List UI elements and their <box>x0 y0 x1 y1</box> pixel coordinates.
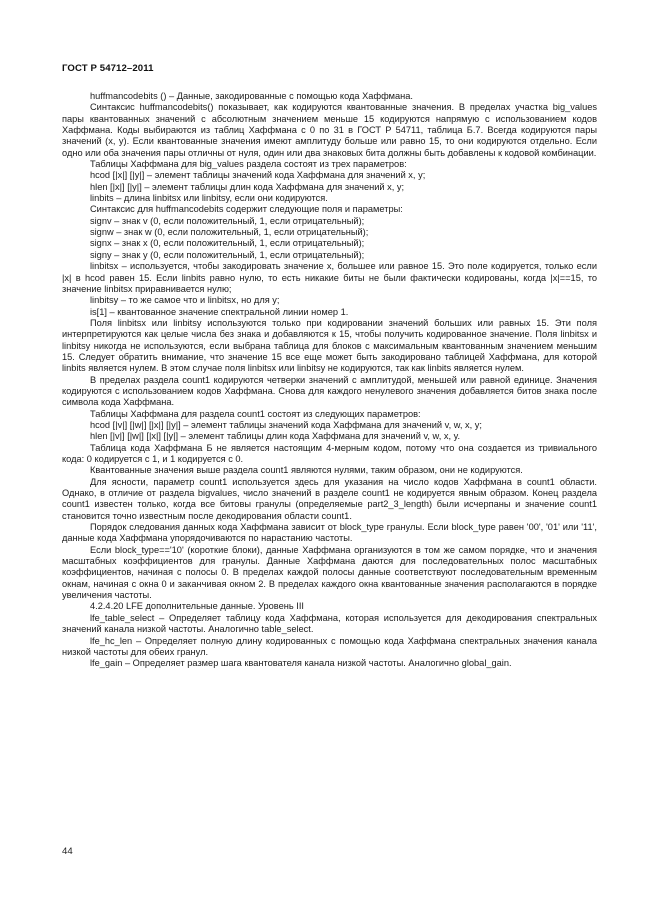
definition-hlen-vwxy: hlen [|v|] [|w|] [|x|] [|y|] – элемент таблицы длин кода Хаффмана для значений v, w, x, y. <box>90 431 461 442</box>
definition-signx: signx – знак x (0, если положительный, 1, если отрицательный); <box>90 238 365 249</box>
paragraph-huffmancodebits-definition: huffmancodebits () – Данные, закодированные с помощью кода Хаффмана. <box>90 91 414 101</box>
document-body <box>62 91 597 670</box>
definition-linbits: linbits – длина linbitsx или linbitsy, если они кодируются. <box>90 193 328 204</box>
paragraph-count1-parameter: Для ясности, параметр count1 используется здесь для указания на число кодов Хаффмана в count1 области. Однако, в отличие от раздела bigvalues, число значений в разделе count1 не кодируется явным образом. Конец раздела count1 известен только, когда все битовы гранулы (определяемые part2_3_length) были исчерпаны и значение count1 становится точно известным после декодирования области count1. <box>62 476 597 521</box>
document-header: ГОСТ Р 54712–2011 <box>62 63 154 74</box>
paragraph-count1-section: В пределах раздела count1 кодируются четверки значений с амплитудой, меньшей или равной единице. Значения кодируются с использованием кодов Хаффмана. Снова для каждого ненулевого значения добавляется битов знака после символа кода Хаффмана. <box>62 374 597 408</box>
paragraph-block-type-order: Порядок следования данных кода Хаффмана зависит от block_type гранулы. Если block_type равен '00', '01' или '11', данные кода Хаффмана упорядочиваются по нарастанию частоты. <box>62 522 597 544</box>
definition-hlen-xy: hlen [|x|] [|y|] – элемент таблицы длин кода Хаффмана для значений x, y; <box>90 181 405 192</box>
definition-lfe-gain: lfe_gain – Определяет размер шага квантователя канала низкой частоты. Аналогично global_gain. <box>90 658 512 669</box>
definition-lfe-hc-len: lfe_hc_len – Определяет полную длину кодированных с помощью кода Хаффмана спектральных значения канала низкой частоты для обеих гранул. <box>62 635 597 657</box>
definition-lfe-table-select: lfe_table_select – Определяет таблицу кода Хаффмана, которая используется для декодирования спектральных значений канала низкой частоты. Аналогично table_select. <box>62 612 597 635</box>
definition-linbitsy: linbitsy – то же самое что и linbitsx, но для y; <box>90 295 280 306</box>
page-number: 44 <box>62 846 73 857</box>
paragraph-linbits-usage: Поля linbitsx или linbitsy используются только при кодировании значений больших или равных 15. Эти поля интерпретируются как целые числа без знака и добавляются к 15, чтобы получить кодированное значение. Поля linbitsx и linbitsy никогда не используются, если выбрана таблица для блоков с максимальным квантованным значением меньшим 15. Следует обратить внимание, что значение 15 все еще может быть закодировано таблицей Хаффмана, для которой linbits является нулем. В этом случае поля linbitsx или linbitsy не кодируются, так как linbits является нулем. <box>62 317 597 374</box>
definition-signy: signy – знак y (0, если положительный, 1, если отрицательный); <box>90 249 365 260</box>
paragraph-count1-tables: Таблицы Хаффмана для раздела count1 состоят из следующих параметров: <box>90 408 421 419</box>
paragraph-huffmancodebits-syntax: Синтаксис huffmancodebits() показывает, как кодируются квантованные значения. В пределах участка big_values пары квантованных значений с абсолютным значением меньше 15 кодируются напрямую с использованием кодов Хаффмана. Коды выбираются из таблиц Хаффмана с 0 по 31 в ГОСТ Р 54711, таблица Б.7. Всегда кодируются пары значений (x, y). Если квантованные значения имеют амплитуду больше или равно 15, то они кодируются отдельно. Если одно или оба значения пары отличны от нуля, один или два знаковых бита должны быть добавлены к кодовой комбинации. <box>62 102 597 158</box>
paragraph-table-b: Таблица кода Хаффмана Б не является настоящим 4-мерным кодом, потому что она создается из тривиального кода: 0 кодируется с 1, и 1 кодируется с 0. <box>62 442 597 464</box>
definition-is1: is[1] – квантованное значение спектральной линии номер 1. <box>90 306 349 317</box>
definition-hcod-vwxy: hcod [|v|] [|w|] [|x|] [|y|] – элемент таблицы значений кода Хаффмана для значений v, w, x, y; <box>90 419 482 430</box>
paragraph-syntax-fields: Синтаксис для huffmancodebits содержит следующие поля и параметры: <box>90 204 403 215</box>
paragraph-above-count1: Квантованные значения выше раздела count1 являются нулями, таким образом, они не кодируются. <box>90 465 523 476</box>
section-heading-4-2-4-20: 4.2.4.20 LFE дополнительные данные. Уровень III <box>90 601 304 612</box>
paragraph-big-values-tables: Таблицы Хаффмана для big_values раздела состоят из трех параметров: <box>90 159 407 170</box>
definition-linbitsx: linbitsx – используется, чтобы закодировать значение x, большее или равное 15. Это поле кодируется, только если |x| в hcod равен 15. Если linbits равно нулю, то есть никакие биты не были фактически кодированы, когда |x|==15, то значение linbitsx приравнивается нулю; <box>62 261 597 294</box>
definition-signw: signw – знак w (0, если положительный, 1, если отрицательный); <box>90 227 369 238</box>
paragraph-short-blocks: Если block_type=='10' (короткие блоки), данные Хаффмана организуются в том же самом порядке, что и значения масштабных коэффициентов для гранулы. Данные Хаффмана даются для последовательных полос масштабных коэффициентов, начиная с полосы 0. В пределах каждой полосы данные соответствуют последовательным временным окнам, начиная с окна 0 и заканчивая окном 2. В пределах каждого окна квантованные значения располагаются в порядке увеличения частоты. <box>62 544 597 601</box>
definition-hcod-xy: hcod [|x|] [|y|] – элемент таблицы значений кода Хаффмана для значений x, y; <box>90 170 426 181</box>
definition-signv: signv – знак v (0, если положительный, 1, если отрицательный); <box>90 215 365 226</box>
